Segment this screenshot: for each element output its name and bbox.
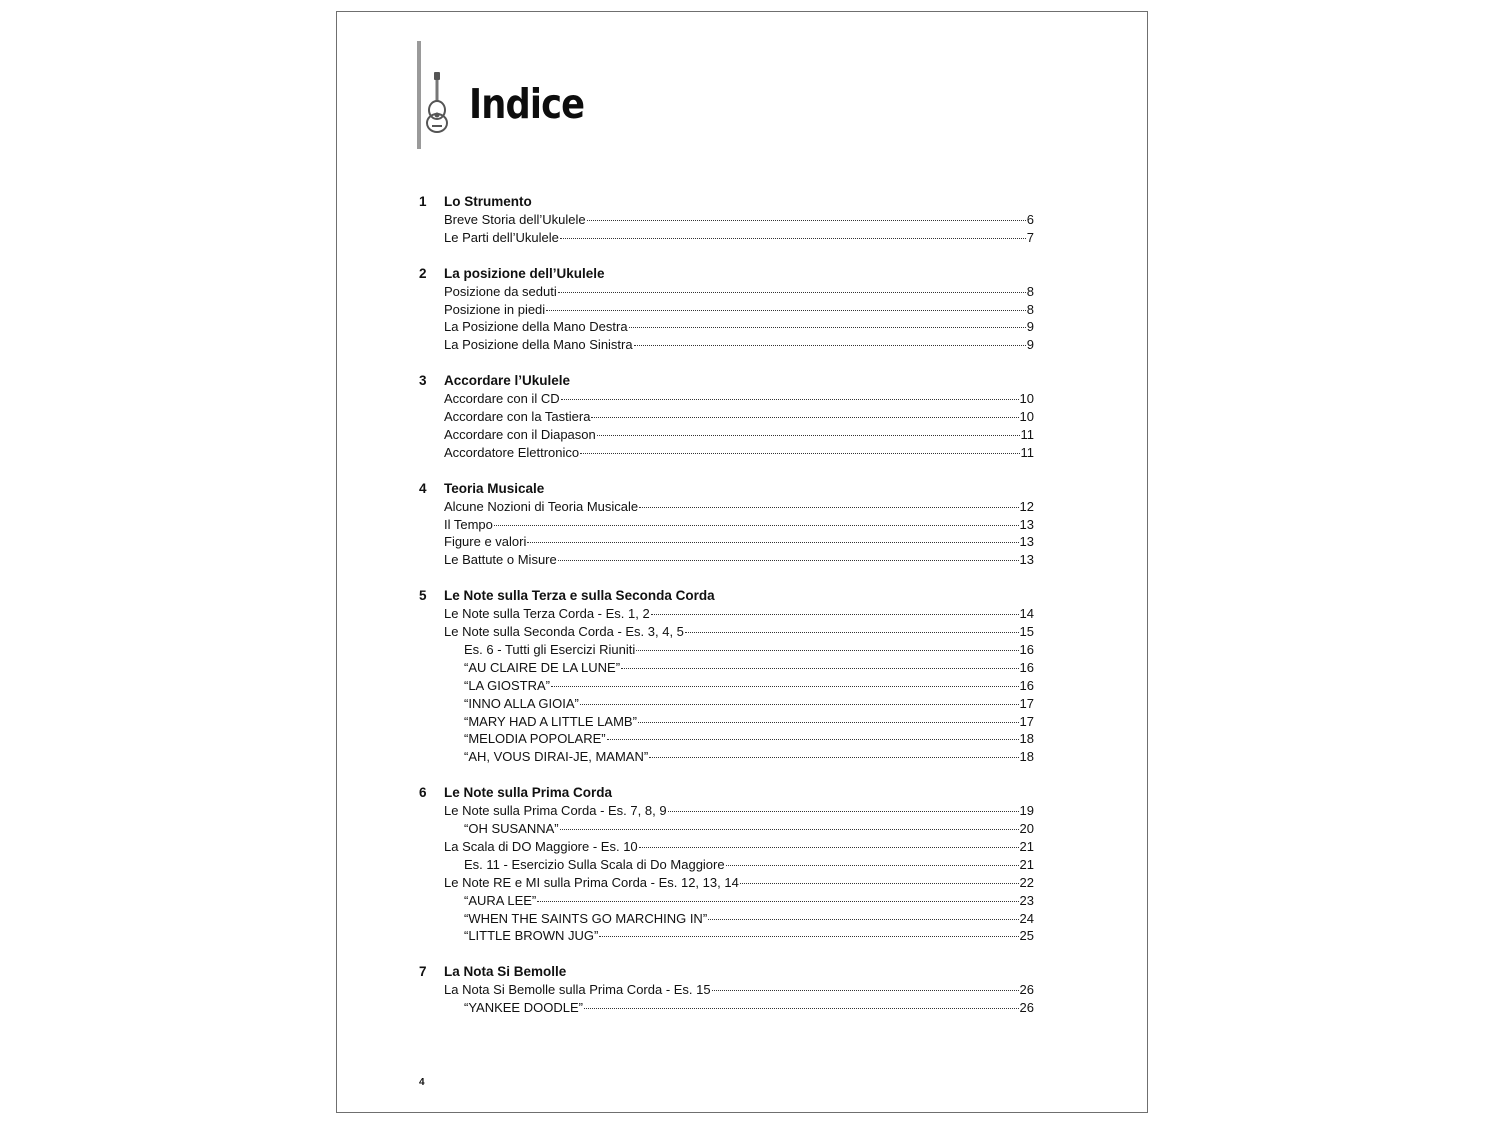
toc-entry-label: Posizione in piedi <box>444 301 546 317</box>
toc-entry-label: Accordare con la Tastiera <box>444 409 591 424</box>
toc-entry-page: 20 <box>1019 821 1034 836</box>
page-number: 4 <box>419 1077 425 1088</box>
document-page <box>336 11 1148 1113</box>
toc-entry-label: “OH SUSANNA” <box>464 821 559 836</box>
section-number: 1 <box>419 194 427 209</box>
toc-entry[interactable] <box>444 336 1034 354</box>
dot-leader <box>621 668 1018 669</box>
dot-leader <box>546 310 1026 311</box>
toc-entry[interactable] <box>464 820 1034 838</box>
toc-entry-page: 11 <box>1020 426 1034 442</box>
toc-entry-label: “INNO ALLA GIOIA” <box>464 695 579 711</box>
toc-entry[interactable] <box>444 426 1034 444</box>
toc-entry[interactable] <box>464 641 1034 659</box>
toc-entry-label: Figure e valori <box>444 534 527 550</box>
section-number: 3 <box>419 373 427 389</box>
toc-entry-label: Es. 6 - Tutti gli Esercizi Riuniti <box>464 641 636 657</box>
toc-entry-page: 13 <box>1019 516 1034 532</box>
toc-entry[interactable] <box>444 408 1034 426</box>
dot-leader <box>636 650 1018 651</box>
toc-entry-label: “YANKEE DOODLE” <box>464 1000 583 1016</box>
toc-entry-page: 19 <box>1019 803 1034 819</box>
toc-entry-label: Es. 11 - Esercizio Sulla Scala di Do Maggiore <box>464 856 725 872</box>
toc-entry-label: Le Battute o Misure <box>444 552 557 568</box>
toc-entry-page: 16 <box>1019 659 1034 675</box>
toc-entry-page: 11 <box>1020 444 1034 460</box>
toc-entry[interactable] <box>464 999 1034 1017</box>
section-number: 7 <box>419 964 427 980</box>
toc-entry-page: 18 <box>1019 749 1034 765</box>
section-title: Le Note sulla Terza e sulla Seconda Corda <box>444 588 715 604</box>
toc-entry[interactable] <box>444 533 1034 551</box>
dot-leader <box>651 614 1019 615</box>
toc-entry[interactable] <box>464 677 1034 695</box>
toc-entry-page: 13 <box>1019 534 1034 550</box>
dot-leader <box>527 542 1018 543</box>
toc-entry[interactable] <box>444 838 1034 856</box>
toc-entry-page: 10 <box>1019 409 1034 424</box>
dot-leader <box>591 417 1018 418</box>
dot-leader <box>649 757 1018 758</box>
section-title: Accordare l’Ukulele <box>444 373 571 389</box>
toc-entry-label: Le Note RE e MI sulla Prima Corda - Es. 12, 13, 14 <box>444 874 739 890</box>
toc-entry-label: Breve Storia dell’Ukulele <box>444 211 586 227</box>
toc-entry-page: 23 <box>1019 892 1034 908</box>
toc-entry-page: 18 <box>1019 731 1034 747</box>
section-title: Le Note sulla Prima Corda <box>444 785 613 801</box>
toc-entry[interactable] <box>464 892 1034 910</box>
dot-leader <box>629 327 1026 328</box>
section-number: 6 <box>419 785 427 801</box>
toc-entry[interactable] <box>444 211 1034 229</box>
toc-entry-label: “LA GIOSTRA” <box>464 677 550 693</box>
toc-entry-label: Accordatore Elettronico <box>444 444 580 460</box>
toc-entry-label: “WHEN THE SAINTS GO MARCHING IN” <box>464 910 708 926</box>
toc-entry-label: “MARY HAD A LITTLE LAMB” <box>464 713 637 729</box>
toc-entry-label: “AU CLAIRE DE LA LUNE” <box>464 659 621 675</box>
toc-entry-page: 26 <box>1019 1000 1034 1016</box>
toc-entry[interactable] <box>464 659 1034 677</box>
toc-entry-label: “LITTLE BROWN JUG” <box>464 928 599 944</box>
toc-entry[interactable] <box>464 713 1034 731</box>
dot-leader <box>580 704 1019 705</box>
toc-entry[interactable] <box>444 301 1034 319</box>
toc-entry-page: 6 <box>1026 211 1034 227</box>
toc-entry-label: Le Parti dell’Ukulele <box>444 229 559 245</box>
ukulele-icon <box>423 70 449 134</box>
toc-entry-label: “AH, VOUS DIRAI-JE, MAMAN” <box>464 749 649 765</box>
toc-entry-page: 21 <box>1019 838 1034 854</box>
toc-entry-page: 15 <box>1019 624 1034 639</box>
toc-entry-page: 14 <box>1019 606 1034 622</box>
toc-entry[interactable] <box>464 910 1034 928</box>
toc-entry-page: 16 <box>1019 677 1034 693</box>
toc-entry-label: Le Note sulla Terza Corda - Es. 1, 2 <box>444 606 650 622</box>
toc-entry[interactable] <box>464 748 1034 766</box>
dot-leader <box>668 811 1019 812</box>
section-number: 4 <box>419 480 427 496</box>
toc-entry-page: 8 <box>1026 301 1034 317</box>
dot-leader <box>685 632 1019 633</box>
toc-entry[interactable] <box>444 444 1034 462</box>
toc-entry[interactable] <box>464 730 1034 748</box>
dot-leader <box>580 453 1019 454</box>
dot-leader <box>558 292 1026 293</box>
dot-leader <box>634 345 1026 346</box>
dot-leader <box>561 399 1019 400</box>
toc-entry-label: Le Note sulla Prima Corda - Es. 7, 8, 9 <box>444 803 667 819</box>
toc-entry[interactable] <box>444 498 1034 516</box>
section-title: La posizione dell’Ukulele <box>444 265 605 281</box>
toc-entry-page: 26 <box>1019 982 1034 998</box>
toc-entry-page: 25 <box>1019 928 1034 944</box>
toc-entry[interactable] <box>444 283 1034 301</box>
dot-leader <box>599 936 1018 937</box>
toc-entry-label: “MELODIA POPOLARE” <box>464 731 606 747</box>
toc-entry-label: “AURA LEE” <box>464 892 537 908</box>
toc-entry-page: 17 <box>1019 713 1034 729</box>
dot-leader <box>584 1008 1019 1009</box>
section-title: La Nota Si Bemolle <box>444 964 567 980</box>
toc-entry-page: 22 <box>1019 874 1034 890</box>
toc-entry-label: Le Note sulla Seconda Corda - Es. 3, 4, 5 <box>444 624 684 639</box>
toc-entry-page: 7 <box>1026 229 1034 245</box>
toc-entry-label: Posizione da seduti <box>444 283 557 299</box>
section-number: 5 <box>419 588 427 604</box>
section-title: Lo Strumento <box>444 194 532 209</box>
toc-entry[interactable] <box>444 981 1034 999</box>
toc-entry[interactable] <box>444 229 1034 247</box>
toc-entry-page: 9 <box>1026 319 1034 335</box>
dot-leader <box>560 238 1026 239</box>
toc-entry-page: 9 <box>1026 337 1034 353</box>
toc-entry-page: 13 <box>1019 552 1034 568</box>
toc-entry[interactable] <box>444 390 1034 408</box>
toc-entry[interactable] <box>444 623 1034 641</box>
toc-entry[interactable] <box>444 318 1034 336</box>
dot-leader <box>551 686 1019 687</box>
toc-entry-page: 17 <box>1019 695 1034 711</box>
toc-entry[interactable] <box>464 695 1034 713</box>
toc-entry[interactable] <box>444 605 1034 623</box>
toc-entry-page: 24 <box>1019 910 1034 926</box>
toc-entry-label: Accordare con il Diapason <box>444 426 596 442</box>
dot-leader <box>708 919 1018 920</box>
dot-leader <box>712 990 1019 991</box>
toc-entry[interactable] <box>444 551 1034 569</box>
dot-leader <box>740 883 1019 884</box>
toc-entry-label: Alcune Nozioni di Teoria Musicale <box>444 498 639 514</box>
dot-leader <box>494 525 1019 526</box>
toc-entry-page: 21 <box>1019 856 1034 872</box>
toc-entry[interactable] <box>444 802 1034 820</box>
section-title: Teoria Musicale <box>444 480 545 496</box>
dot-leader <box>639 507 1018 508</box>
toc-entry-page: 8 <box>1026 283 1034 299</box>
toc-entry-page: 10 <box>1019 391 1034 407</box>
toc-entry-page: 16 <box>1019 641 1034 657</box>
toc-entry[interactable] <box>444 516 1034 534</box>
toc-entry-label: La Posizione della Mano Sinistra <box>444 337 633 353</box>
toc-entry[interactable] <box>464 927 1034 945</box>
dot-leader <box>607 739 1019 740</box>
dot-leader <box>560 829 1019 830</box>
section-number: 2 <box>419 265 427 281</box>
dot-leader <box>597 435 1020 436</box>
toc-entry-label: La Scala di DO Maggiore - Es. 10 <box>444 838 638 854</box>
dot-leader <box>537 901 1018 902</box>
toc-entry-label: La Posizione della Mano Destra <box>444 319 628 335</box>
toc-entry-page: 12 <box>1019 498 1034 514</box>
dot-leader <box>639 847 1019 848</box>
toc-entry[interactable] <box>464 856 1034 874</box>
page-title: Indice <box>469 80 585 128</box>
header-accent-bar <box>417 41 421 149</box>
dot-leader <box>587 220 1026 221</box>
dot-leader <box>558 560 1019 561</box>
dot-leader <box>638 722 1019 723</box>
toc-entry-label: Il Tempo <box>444 516 493 532</box>
toc-entry[interactable] <box>444 874 1034 892</box>
toc-entry-label: La Nota Si Bemolle sulla Prima Corda - Es. 15 <box>444 982 711 998</box>
dot-leader <box>726 865 1019 866</box>
toc-entry-label: Accordare con il CD <box>444 391 560 407</box>
